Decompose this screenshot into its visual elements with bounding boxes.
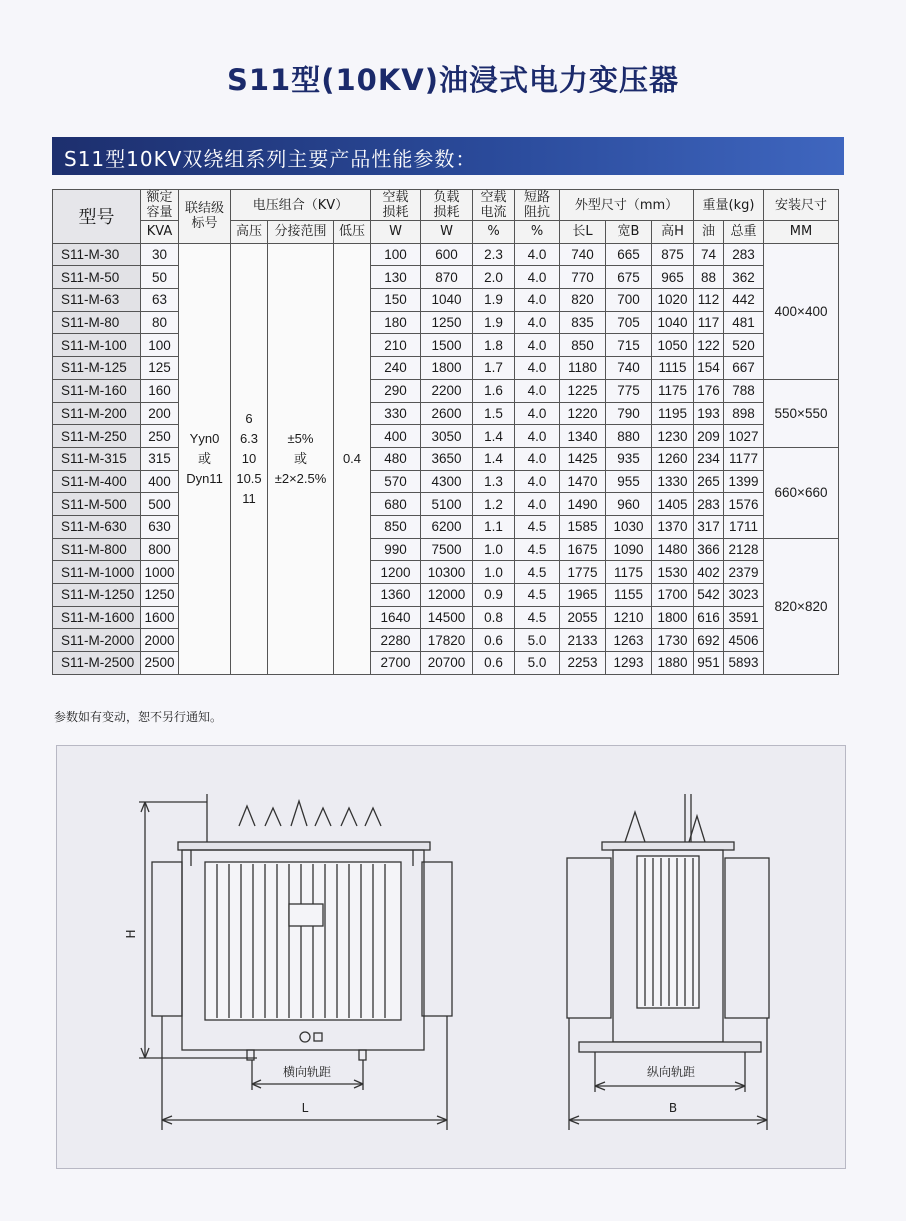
cell-capacity: 1600	[141, 606, 179, 629]
cell-model: S11-M-315	[53, 447, 141, 470]
table-row	[53, 379, 839, 402]
header-impedance: 短路 阻抗	[515, 190, 560, 221]
cell-dim-l: 2055	[560, 606, 606, 629]
cell-total: 362	[724, 266, 764, 289]
cell-noload-loss: 180	[371, 311, 421, 334]
cell-group: Yyn0 或 Dyn11	[179, 243, 231, 674]
cell-dim-l: 770	[560, 266, 606, 289]
cell-impedance: 4.0	[515, 311, 560, 334]
cell-dim-l: 820	[560, 289, 606, 312]
cell-noload-current: 0.6	[473, 652, 515, 675]
cell-dim-h: 1880	[652, 652, 694, 675]
cell-dim-b: 1263	[606, 629, 652, 652]
cell-noload-loss: 100	[371, 243, 421, 266]
table-row	[53, 243, 839, 266]
header-load-loss: 负载 损耗	[421, 190, 473, 221]
drawing-svg	[57, 746, 845, 1168]
cell-model: S11-M-200	[53, 402, 141, 425]
cell-impedance: 4.0	[515, 266, 560, 289]
table-row	[53, 402, 839, 425]
cell-oil: 112	[694, 289, 724, 312]
cell-dim-b: 700	[606, 289, 652, 312]
cell-model: S11-M-2000	[53, 629, 141, 652]
cell-model: S11-M-400	[53, 470, 141, 493]
cell-noload-current: 1.4	[473, 425, 515, 448]
cell-oil: 154	[694, 357, 724, 380]
cell-total: 788	[724, 379, 764, 402]
table-row	[53, 357, 839, 380]
cell-total: 3591	[724, 606, 764, 629]
cell-impedance: 4.5	[515, 584, 560, 607]
cell-tap: ±5% 或 ±2×2.5%	[268, 243, 334, 674]
cell-load-loss: 1500	[421, 334, 473, 357]
header-capacity-unit: KVA	[141, 221, 179, 244]
cell-oil: 209	[694, 425, 724, 448]
cell-install: 820×820	[764, 538, 839, 674]
header-hv: 高压	[231, 221, 268, 244]
cell-capacity: 125	[141, 357, 179, 380]
table-row	[53, 606, 839, 629]
header-group: 联结级 标号	[179, 190, 231, 244]
cell-noload-loss: 330	[371, 402, 421, 425]
cell-noload-loss: 1200	[371, 561, 421, 584]
table-row	[53, 652, 839, 675]
cell-oil: 234	[694, 447, 724, 470]
front-view	[139, 794, 452, 1130]
cell-model: S11-M-1250	[53, 584, 141, 607]
cell-total: 520	[724, 334, 764, 357]
cell-model: S11-M-1600	[53, 606, 141, 629]
cell-impedance: 5.0	[515, 652, 560, 675]
cell-oil: 366	[694, 538, 724, 561]
table-row	[53, 470, 839, 493]
label-l: L	[301, 1101, 309, 1115]
cell-total: 1399	[724, 470, 764, 493]
cell-impedance: 4.0	[515, 470, 560, 493]
cell-impedance: 4.0	[515, 334, 560, 357]
header-install: 安装尺寸	[764, 190, 839, 221]
cell-dim-l: 1340	[560, 425, 606, 448]
cell-oil: 122	[694, 334, 724, 357]
cell-total: 898	[724, 402, 764, 425]
cell-load-loss: 2600	[421, 402, 473, 425]
cell-dim-h: 1040	[652, 311, 694, 334]
cell-dim-b: 935	[606, 447, 652, 470]
header-capacity: 额定 容量	[141, 190, 179, 221]
cell-oil: 692	[694, 629, 724, 652]
header-noload-loss: 空载 损耗	[371, 190, 421, 221]
cell-oil: 542	[694, 584, 724, 607]
cell-noload-loss: 1640	[371, 606, 421, 629]
side-view	[567, 794, 769, 1130]
cell-noload-loss: 400	[371, 425, 421, 448]
cell-noload-current: 1.5	[473, 402, 515, 425]
header-dims: 外型尺寸（mm）	[560, 190, 694, 221]
cell-oil: 88	[694, 266, 724, 289]
cell-dim-h: 1230	[652, 425, 694, 448]
cell-oil: 317	[694, 515, 724, 538]
cell-noload-loss: 680	[371, 493, 421, 516]
cell-impedance: 4.0	[515, 402, 560, 425]
table-row	[53, 311, 839, 334]
cell-total: 3023	[724, 584, 764, 607]
table-row	[53, 266, 839, 289]
cell-total: 283	[724, 243, 764, 266]
cell-dim-h: 1260	[652, 447, 694, 470]
cell-dim-l: 1675	[560, 538, 606, 561]
cell-dim-l: 740	[560, 243, 606, 266]
header-noload-loss-unit: W	[371, 221, 421, 244]
cell-capacity: 160	[141, 379, 179, 402]
cell-dim-h: 1115	[652, 357, 694, 380]
cell-dim-l: 1220	[560, 402, 606, 425]
table-row	[53, 561, 839, 584]
cell-noload-current: 0.6	[473, 629, 515, 652]
cell-capacity: 100	[141, 334, 179, 357]
cell-noload-current: 1.2	[473, 493, 515, 516]
cell-dim-h: 1405	[652, 493, 694, 516]
spec-table	[52, 189, 839, 675]
cell-noload-loss: 210	[371, 334, 421, 357]
cell-oil: 176	[694, 379, 724, 402]
cell-total: 1711	[724, 515, 764, 538]
cell-dim-l: 2253	[560, 652, 606, 675]
cell-noload-current: 1.3	[473, 470, 515, 493]
cell-impedance: 4.0	[515, 243, 560, 266]
cell-total: 667	[724, 357, 764, 380]
cell-total: 1576	[724, 493, 764, 516]
cell-dim-h: 965	[652, 266, 694, 289]
cell-dim-b: 665	[606, 243, 652, 266]
cell-dim-l: 1180	[560, 357, 606, 380]
cell-impedance: 4.0	[515, 425, 560, 448]
cell-oil: 193	[694, 402, 724, 425]
cell-noload-current: 1.9	[473, 289, 515, 312]
cell-dim-l: 1425	[560, 447, 606, 470]
cell-capacity: 50	[141, 266, 179, 289]
cell-install: 550×550	[764, 379, 839, 447]
cell-noload-loss: 2700	[371, 652, 421, 675]
cell-capacity: 800	[141, 538, 179, 561]
cell-model: S11-M-250	[53, 425, 141, 448]
cell-noload-current: 1.0	[473, 561, 515, 584]
cell-impedance: 4.5	[515, 606, 560, 629]
cell-capacity: 400	[141, 470, 179, 493]
cell-impedance: 4.0	[515, 289, 560, 312]
cell-dim-l: 835	[560, 311, 606, 334]
table-row	[53, 515, 839, 538]
cell-oil: 74	[694, 243, 724, 266]
cell-dim-h: 1195	[652, 402, 694, 425]
cell-dim-l: 1225	[560, 379, 606, 402]
cell-capacity: 30	[141, 243, 179, 266]
cell-dim-b: 1175	[606, 561, 652, 584]
cell-oil: 265	[694, 470, 724, 493]
cell-model: S11-M-100	[53, 334, 141, 357]
cell-dim-h: 875	[652, 243, 694, 266]
cell-total: 1027	[724, 425, 764, 448]
cell-load-loss: 3050	[421, 425, 473, 448]
cell-noload-loss: 150	[371, 289, 421, 312]
cell-dim-l: 850	[560, 334, 606, 357]
header-install-unit: MM	[764, 221, 839, 244]
cell-noload-loss: 850	[371, 515, 421, 538]
cell-lv: 0.4	[334, 243, 371, 674]
cell-model: S11-M-30	[53, 243, 141, 266]
cell-dim-h: 1175	[652, 379, 694, 402]
label-rail-lateral: 横向轨距	[282, 1065, 332, 1079]
cell-total: 442	[724, 289, 764, 312]
cell-noload-current: 1.6	[473, 379, 515, 402]
cell-dim-b: 740	[606, 357, 652, 380]
cell-dim-l: 1965	[560, 584, 606, 607]
cell-dim-b: 1030	[606, 515, 652, 538]
cell-impedance: 4.0	[515, 493, 560, 516]
cell-capacity: 2500	[141, 652, 179, 675]
header-model: 型号	[53, 190, 141, 244]
cell-capacity: 315	[141, 447, 179, 470]
cell-model: S11-M-125	[53, 357, 141, 380]
cell-capacity: 2000	[141, 629, 179, 652]
cell-total: 4506	[724, 629, 764, 652]
cell-oil: 117	[694, 311, 724, 334]
cell-noload-current: 2.0	[473, 266, 515, 289]
header-total: 总重	[724, 221, 764, 244]
cell-dim-h: 1020	[652, 289, 694, 312]
label-h: H	[124, 929, 138, 939]
cell-impedance: 4.5	[515, 561, 560, 584]
cell-dim-l: 1775	[560, 561, 606, 584]
cell-dim-b: 1293	[606, 652, 652, 675]
cell-dim-b: 1155	[606, 584, 652, 607]
cell-load-loss: 6200	[421, 515, 473, 538]
cell-capacity: 200	[141, 402, 179, 425]
cell-dim-b: 960	[606, 493, 652, 516]
cell-model: S11-M-800	[53, 538, 141, 561]
cell-oil: 616	[694, 606, 724, 629]
cell-total: 2128	[724, 538, 764, 561]
cell-dim-b: 880	[606, 425, 652, 448]
cell-dim-h: 1370	[652, 515, 694, 538]
cell-dim-b: 1210	[606, 606, 652, 629]
cell-capacity: 63	[141, 289, 179, 312]
cell-noload-loss: 570	[371, 470, 421, 493]
cell-capacity: 500	[141, 493, 179, 516]
table-row	[53, 334, 839, 357]
cell-noload-current: 1.4	[473, 447, 515, 470]
cell-impedance: 4.5	[515, 538, 560, 561]
section-banner	[52, 137, 844, 175]
cell-dim-l: 2133	[560, 629, 606, 652]
cell-dim-l: 1585	[560, 515, 606, 538]
cell-dim-h: 1700	[652, 584, 694, 607]
cell-noload-current: 0.8	[473, 606, 515, 629]
table-row	[53, 447, 839, 470]
cell-capacity: 250	[141, 425, 179, 448]
cell-load-loss: 3650	[421, 447, 473, 470]
cell-noload-current: 1.7	[473, 357, 515, 380]
cell-dim-b: 675	[606, 266, 652, 289]
cell-capacity: 1000	[141, 561, 179, 584]
cell-noload-current: 1.8	[473, 334, 515, 357]
cell-dim-l: 1470	[560, 470, 606, 493]
table-row	[53, 493, 839, 516]
cell-oil: 283	[694, 493, 724, 516]
cell-noload-loss: 480	[371, 447, 421, 470]
cell-noload-current: 1.0	[473, 538, 515, 561]
cell-impedance: 4.5	[515, 515, 560, 538]
header-noload-current-unit: %	[473, 221, 515, 244]
label-b: B	[668, 1101, 678, 1115]
cell-dim-b: 790	[606, 402, 652, 425]
cell-dim-h: 1480	[652, 538, 694, 561]
cell-load-loss: 2200	[421, 379, 473, 402]
cell-total: 481	[724, 311, 764, 334]
cell-noload-loss: 2280	[371, 629, 421, 652]
cell-total: 2379	[724, 561, 764, 584]
cell-oil: 402	[694, 561, 724, 584]
cell-impedance: 4.0	[515, 357, 560, 380]
cell-dim-h: 1050	[652, 334, 694, 357]
cell-capacity: 1250	[141, 584, 179, 607]
cell-impedance: 5.0	[515, 629, 560, 652]
cell-install: 660×660	[764, 447, 839, 538]
cell-noload-current: 0.9	[473, 584, 515, 607]
cell-capacity: 630	[141, 515, 179, 538]
cell-impedance: 4.0	[515, 379, 560, 402]
cell-model: S11-M-630	[53, 515, 141, 538]
header-weight: 重量(kg)	[694, 190, 764, 221]
cell-load-loss: 7500	[421, 538, 473, 561]
dimension-drawing	[56, 745, 846, 1169]
cell-model: S11-M-2500	[53, 652, 141, 675]
cell-model: S11-M-1000	[53, 561, 141, 584]
header-oil: 油	[694, 221, 724, 244]
label-rail-longitudinal: 纵向轨距	[646, 1065, 696, 1079]
cell-load-loss: 4300	[421, 470, 473, 493]
cell-impedance: 4.0	[515, 447, 560, 470]
header-load-loss-unit: W	[421, 221, 473, 244]
cell-model: S11-M-80	[53, 311, 141, 334]
table-row	[53, 425, 839, 448]
header-dim-h: 高H	[652, 221, 694, 244]
cell-load-loss: 14500	[421, 606, 473, 629]
cell-model: S11-M-50	[53, 266, 141, 289]
cell-oil: 951	[694, 652, 724, 675]
cell-total: 5893	[724, 652, 764, 675]
cell-load-loss: 1250	[421, 311, 473, 334]
header-dim-b: 宽B	[606, 221, 652, 244]
cell-load-loss: 600	[421, 243, 473, 266]
cell-dim-b: 715	[606, 334, 652, 357]
cell-dim-h: 1730	[652, 629, 694, 652]
cell-noload-loss: 290	[371, 379, 421, 402]
section-banner-text: S11型10KV双绕组系列主要产品性能参数：	[64, 147, 477, 171]
cell-noload-current: 1.9	[473, 311, 515, 334]
header-noload-current: 空载 电流	[473, 190, 515, 221]
cell-load-loss: 20700	[421, 652, 473, 675]
table-row	[53, 538, 839, 561]
cell-noload-loss: 990	[371, 538, 421, 561]
cell-load-loss: 10300	[421, 561, 473, 584]
table-row	[53, 289, 839, 312]
cell-load-loss: 17820	[421, 629, 473, 652]
cell-load-loss: 1800	[421, 357, 473, 380]
cell-noload-loss: 130	[371, 266, 421, 289]
cell-model: S11-M-160	[53, 379, 141, 402]
cell-dim-b: 1090	[606, 538, 652, 561]
footnote: 参数如有变动，恕不另行通知。	[54, 710, 223, 724]
cell-model: S11-M-63	[53, 289, 141, 312]
page-title: S11型(10KV)油浸式电力变压器	[226, 63, 680, 97]
cell-dim-h: 1800	[652, 606, 694, 629]
cell-load-loss: 870	[421, 266, 473, 289]
header-impedance-unit: %	[515, 221, 560, 244]
header-dim-l: 长L	[560, 221, 606, 244]
header-voltage: 电压组合（KV）	[231, 190, 371, 221]
cell-model: S11-M-500	[53, 493, 141, 516]
header-lv: 低压	[334, 221, 371, 244]
cell-load-loss: 1040	[421, 289, 473, 312]
cell-noload-loss: 240	[371, 357, 421, 380]
header-tap: 分接范围	[268, 221, 334, 244]
cell-dim-b: 955	[606, 470, 652, 493]
cell-install: 400×400	[764, 243, 839, 379]
cell-noload-loss: 1360	[371, 584, 421, 607]
cell-dim-h: 1330	[652, 470, 694, 493]
cell-noload-current: 2.3	[473, 243, 515, 266]
cell-load-loss: 5100	[421, 493, 473, 516]
cell-total: 1177	[724, 447, 764, 470]
cell-load-loss: 12000	[421, 584, 473, 607]
cell-capacity: 80	[141, 311, 179, 334]
table-row	[53, 629, 839, 652]
cell-dim-h: 1530	[652, 561, 694, 584]
cell-dim-b: 775	[606, 379, 652, 402]
cell-noload-current: 1.1	[473, 515, 515, 538]
table-row	[53, 584, 839, 607]
cell-hv: 6 6.3 10 10.5 11	[231, 243, 268, 674]
cell-dim-b: 705	[606, 311, 652, 334]
cell-dim-l: 1490	[560, 493, 606, 516]
